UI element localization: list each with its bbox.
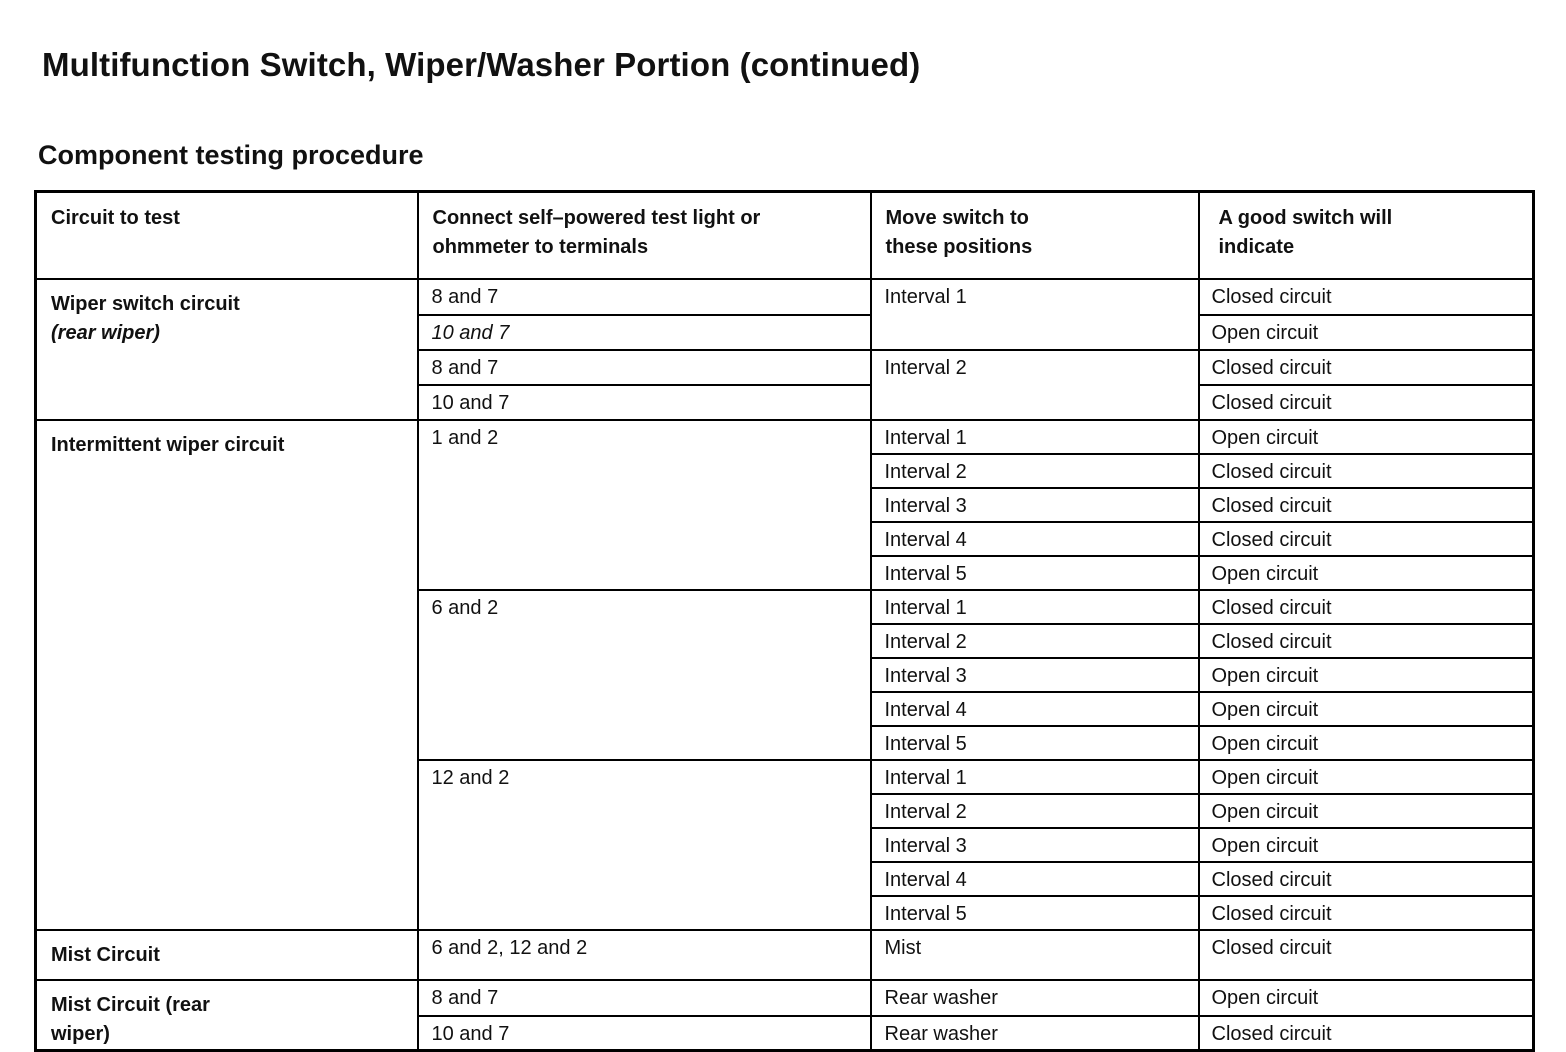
header-terminals-line1: Connect self–powered test light or (432, 207, 761, 229)
position-cell: Interval 2 (871, 624, 1199, 658)
position-cell: Interval 3 (871, 488, 1199, 522)
result-cell: Open circuit (1199, 692, 1534, 726)
terminals-cell: 8 and 7 (418, 279, 871, 315)
table-row (36, 279, 1534, 315)
result-cell: Closed circuit (1199, 385, 1534, 420)
result-cell: Closed circuit (1199, 454, 1534, 488)
terminals-cell: 6 and 2 (418, 590, 871, 760)
circuit-name-cont: wiper) (51, 1023, 110, 1045)
terminals-cell: 8 and 7 (418, 350, 871, 385)
circuit-name: Wiper switch circuit (51, 293, 240, 315)
table-row (36, 930, 1534, 980)
header-circuit: Circuit to test (36, 192, 418, 280)
header-row (36, 192, 1534, 280)
header-result-line1: A good switch will (1218, 207, 1393, 229)
terminals-cell: 8 and 7 (418, 980, 871, 1016)
terminals-cell: 10 and 7 (418, 315, 871, 350)
circuit-intermittent-wiper: Intermittent wiper circuit (36, 420, 418, 930)
result-cell: Closed circuit (1199, 488, 1534, 522)
result-cell: Open circuit (1199, 315, 1534, 350)
position-cell: Interval 2 (871, 794, 1199, 828)
header-positions-line1: Move switch to (885, 207, 1029, 229)
terminals-cell: 12 and 2 (418, 760, 871, 930)
position-cell: Interval 4 (871, 862, 1199, 896)
header-terminals (418, 192, 871, 280)
position-cell: Rear washer (871, 1016, 1199, 1051)
position-cell: Interval 1 (871, 590, 1199, 624)
position-cell: Interval 1 (871, 420, 1199, 454)
result-cell: Open circuit (1199, 556, 1534, 590)
position-cell: Interval 1 (871, 760, 1199, 794)
component-testing-table (34, 190, 1535, 1052)
result-cell: Closed circuit (1199, 930, 1534, 980)
header-positions-line2: these positions (885, 236, 1033, 258)
page-title: Multifunction Switch, Wiper/Washer Portion (continued) (42, 46, 921, 83)
position-cell: Interval 3 (871, 828, 1199, 862)
position-cell: Interval 3 (871, 658, 1199, 692)
position-cell: Rear washer (871, 980, 1199, 1016)
circuit-mist-rear (36, 980, 418, 1051)
terminals-cell: 10 and 7 (418, 385, 871, 420)
result-cell: Closed circuit (1199, 896, 1534, 930)
position-cell: Interval 5 (871, 556, 1199, 590)
circuit-mist: Mist Circuit (36, 930, 418, 980)
terminals-cell: 10 and 7 (418, 1016, 871, 1051)
result-cell: Open circuit (1199, 420, 1534, 454)
table-row (36, 420, 1534, 454)
result-cell: Open circuit (1199, 828, 1534, 862)
result-cell: Closed circuit (1199, 350, 1534, 385)
position-cell: Mist (871, 930, 1199, 980)
header-terminals-line2: ohmmeter to terminals (432, 236, 649, 258)
position-cell: Interval 4 (871, 522, 1199, 556)
terminals-cell: 6 and 2, 12 and 2 (418, 930, 871, 980)
result-cell: Open circuit (1199, 658, 1534, 692)
result-cell: Closed circuit (1199, 279, 1534, 315)
header-result (1199, 192, 1534, 280)
result-cell: Closed circuit (1199, 522, 1534, 556)
position-cell: Interval 2 (871, 350, 1199, 420)
circuit-rear-wiper (36, 279, 418, 420)
result-cell: Open circuit (1199, 794, 1534, 828)
position-cell: Interval 4 (871, 692, 1199, 726)
result-cell: Closed circuit (1199, 590, 1534, 624)
position-cell: Interval 5 (871, 726, 1199, 760)
result-cell: Closed circuit (1199, 1016, 1534, 1051)
terminals-cell: 1 and 2 (418, 420, 871, 590)
header-positions (871, 192, 1199, 280)
circuit-name: Mist Circuit (rear (51, 994, 210, 1016)
result-cell: Closed circuit (1199, 862, 1534, 896)
result-cell: Open circuit (1199, 760, 1534, 794)
result-cell: Open circuit (1199, 980, 1534, 1016)
table-row (36, 980, 1534, 1016)
result-cell: Open circuit (1199, 726, 1534, 760)
section-title: Component testing procedure (38, 140, 424, 170)
position-cell: Interval 2 (871, 454, 1199, 488)
header-result-line2: indicate (1218, 236, 1295, 258)
circuit-qualifier: (rear wiper) (51, 322, 160, 344)
result-cell: Closed circuit (1199, 624, 1534, 658)
position-cell: Interval 1 (871, 279, 1199, 350)
position-cell: Interval 5 (871, 896, 1199, 930)
